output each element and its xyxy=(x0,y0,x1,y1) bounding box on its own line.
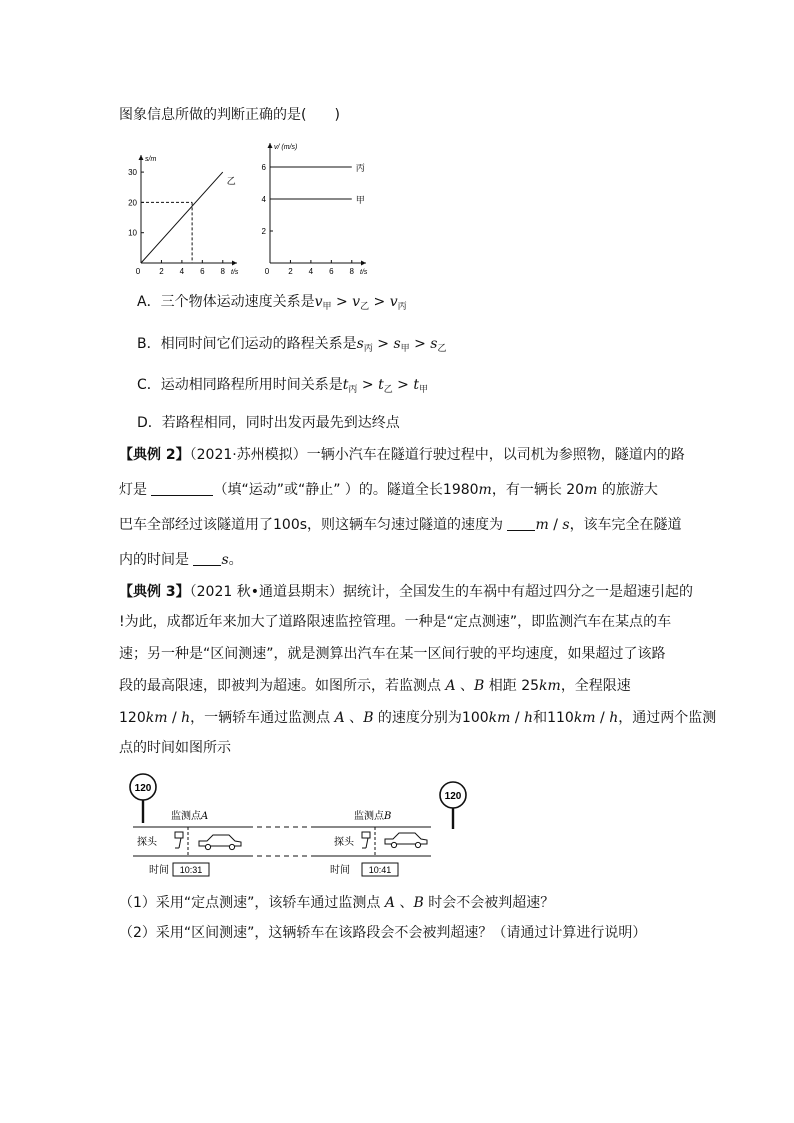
y-axis-arrow xyxy=(268,143,273,148)
speed-camera-figure xyxy=(125,770,475,885)
x-tick-label: 2 xyxy=(159,267,164,276)
chart-s-t xyxy=(124,148,244,278)
x-axis-arrow xyxy=(361,261,366,266)
ex2-line-4: 内的时间是 s。 xyxy=(119,552,243,568)
x-tick-label: 0 xyxy=(264,267,270,276)
ex3-line-3: 速；另一种是“区间测速”，就是测算出汽车在某一区间行驶的平均速度，如果超过了该路 xyxy=(119,646,666,662)
speed-limit-sign-b xyxy=(440,782,466,829)
sub-question-2: （2）采用“区间测速”，这辆轿车在该路段会不会被判超速？（请通过计算进行说明） xyxy=(119,925,647,941)
y-tick-label: 2 xyxy=(261,227,266,236)
speed-limit-sign-a xyxy=(130,774,156,823)
ex3-line-5: 120km / h，一辆轿车通过监测点 A 、B 的速度分别为100km / h和110km / h，通过两个监测 xyxy=(119,710,717,726)
ex3-line-2: !为此，成都近年来加大了道路限速监控管理。一种是“定点测速”，即监测汽车在某点的车 xyxy=(119,614,672,630)
x-tick-label: 0 xyxy=(135,267,141,276)
y-axis-label: s/m xyxy=(145,156,157,163)
ex3-line-6: 点的时间如图所示 xyxy=(119,740,231,756)
x-tick-label: 2 xyxy=(288,267,293,276)
probe-label-b: 探头 xyxy=(334,837,354,848)
series-label: 丙 xyxy=(355,163,365,173)
time-label-a: 时间 xyxy=(149,865,169,876)
blank-2[interactable] xyxy=(507,516,535,531)
x-axis-label: t/s xyxy=(231,269,239,276)
x-tick-label: 6 xyxy=(329,267,334,276)
question-stem: 图象信息所做的判断正确的是( ) xyxy=(119,107,340,123)
y-axis-arrow xyxy=(139,155,144,160)
time-a-value: 10:31 xyxy=(179,865,203,875)
series-label: 乙 xyxy=(226,176,236,187)
probe-label-a: 探头 xyxy=(137,837,157,848)
y-axis-label: v/ (m/s) xyxy=(274,144,298,151)
y-tick-label: 20 xyxy=(128,198,137,208)
series-label: 甲 xyxy=(355,195,365,205)
option-c[interactable]: C．运动相同路程所用时间关系是$t_丙 > t_乙 > t_甲$ xyxy=(137,377,429,395)
x-axis-label: t/s xyxy=(360,269,368,276)
x-tick-label: 4 xyxy=(179,267,185,276)
car-icon xyxy=(385,833,427,848)
svg-text:120: 120 xyxy=(444,791,462,802)
ex2-line-3: 巴车全部经过该隧道用了100s，则这辆车匀速过隧道的速度为 m / s，该车完全在隧道 xyxy=(119,517,682,533)
x-tick-label: 4 xyxy=(308,267,314,276)
y-tick-label: 6 xyxy=(261,163,266,172)
blank-3[interactable] xyxy=(193,551,221,566)
option-d[interactable]: D．若路程相同，同时出发丙最先到达终点 xyxy=(137,415,400,431)
car-icon xyxy=(199,835,241,850)
camera-icon xyxy=(362,832,370,848)
time-b-value: 10:41 xyxy=(368,865,392,875)
ex3-line-1: 【典例 3】（2021 秋•通道县期末）据统计，全国发生的车祸中有超过四分之一是超速引起的 xyxy=(119,584,693,600)
ex2-line-2: 灯是 （填“运动”或“静止” ）的。隧道全长1980m，有一辆长 20m 的旅游大 xyxy=(119,482,658,498)
y-tick-label: 10 xyxy=(128,228,137,238)
checkpoint-a-label: 监测点A xyxy=(171,811,209,822)
option-b-prefix: B．相同时间它们运动的路程关系是 xyxy=(137,336,357,352)
svg-text:120: 120 xyxy=(134,783,152,794)
x-tick-label: 8 xyxy=(349,267,355,276)
option-c-prefix: C．运动相同路程所用时间关系是 xyxy=(137,377,343,393)
time-label-b: 时间 xyxy=(330,865,350,876)
blank-1[interactable] xyxy=(151,481,213,496)
option-b[interactable]: B．相同时间它们运动的路程关系是$s_丙 > s_甲 > s_乙$ xyxy=(137,336,447,354)
ex3-line-4: 段的最高限速，即被判为超速。如图所示，若监测点 A 、B 相距 25km，全程限速 xyxy=(119,678,631,694)
sub-question-1: （1）采用“定点测速”，该轿车通过监测点 A 、B 时会不会被判超速？ xyxy=(119,895,555,911)
x-axis-arrow xyxy=(232,261,237,266)
option-a[interactable]: A．三个物体运动速度关系是$v_甲 > v_乙 > v_丙$ xyxy=(137,294,407,312)
series-line-乙 xyxy=(141,172,223,263)
camera-icon xyxy=(175,832,183,848)
x-tick-label: 6 xyxy=(200,267,205,276)
y-tick-label: 30 xyxy=(128,168,137,178)
option-a-prefix: A．三个物体运动速度关系是 xyxy=(137,294,315,310)
ex2-line-1: 【典例 2】（2021·苏州模拟）一辆小汽车在隧道行驶过程中，以司机为参照物，隧道内的路 xyxy=(119,447,685,463)
chart-v-t xyxy=(252,140,382,278)
y-tick-label: 4 xyxy=(261,195,266,204)
checkpoint-b-label: 监测点B xyxy=(354,811,392,822)
x-tick-label: 8 xyxy=(220,267,226,276)
